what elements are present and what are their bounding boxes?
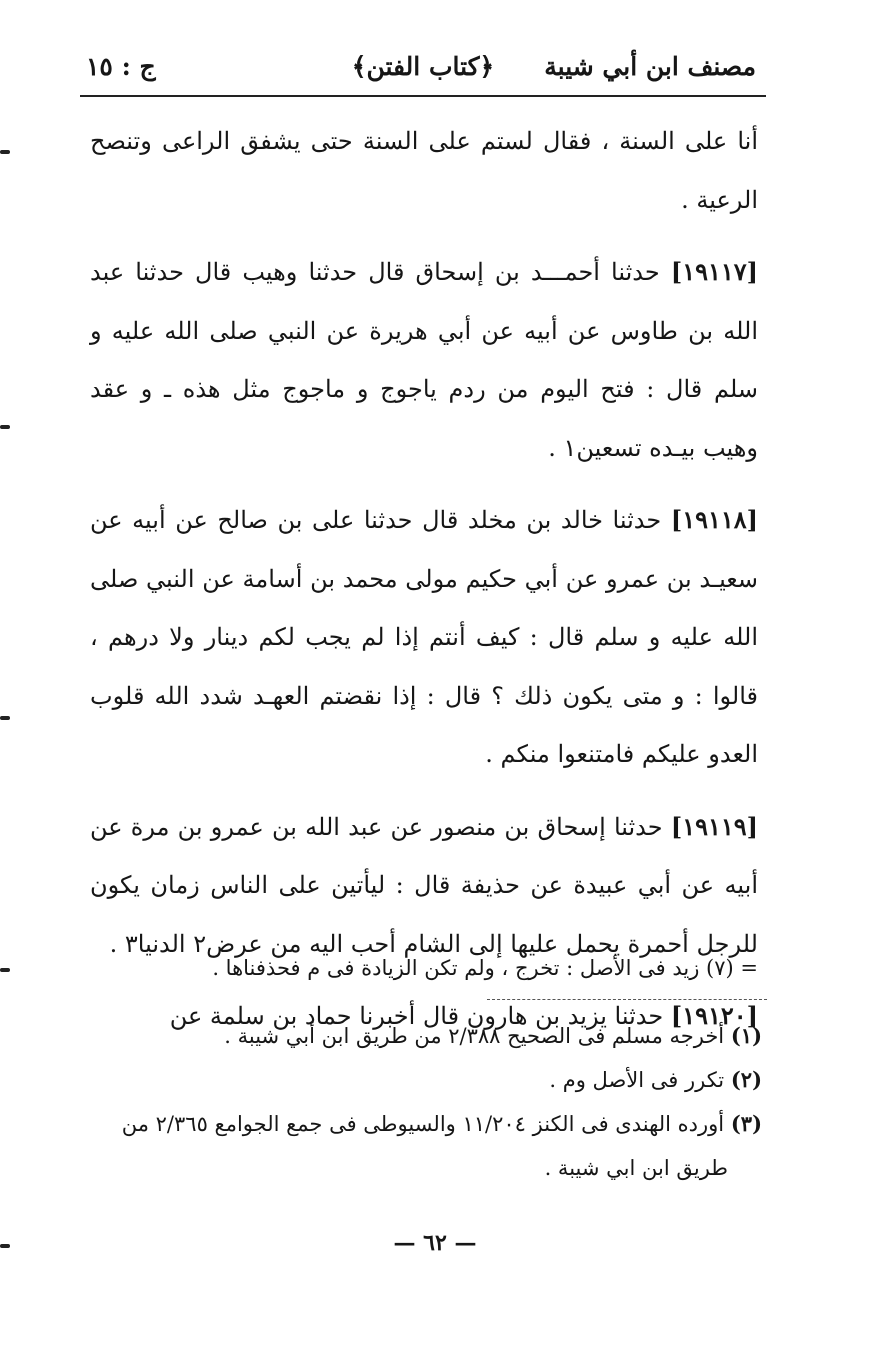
hadith-number: [١٩١١٨]	[670, 505, 758, 534]
binding-mark	[0, 425, 10, 429]
hadith-text: حدثنا أحمـــد بن إسحاق قال حدثنا وهيب قال حدثنا عبد الله بن طاوس عن أبيه عن أبي هريرة عن النبي صلى الله عليه و سلم قال : فتح اليوم من ردم ياجوج و ماجوج مثل هذه ـ و عقد وهيب بيـده تسعين١ .	[90, 258, 758, 462]
binding-mark	[0, 150, 10, 154]
footnotes	[96, 1014, 762, 1190]
hadith-number: [١٩١٢٠]	[670, 1001, 758, 1030]
footnote-continuation: طريق ابن ابي شيبة .	[544, 1156, 728, 1180]
hadith-number: [١٩١١٩]	[670, 811, 758, 841]
footnote-text: أخرجه مسلم فى الصحيح ٢/٣٨٨ من طريق ابن أبي شيبة .	[224, 1024, 725, 1048]
footnote	[96, 1058, 762, 1102]
binding-mark	[0, 968, 10, 972]
footnote	[96, 1102, 762, 1190]
hadith-number: [١٩١١٧]	[670, 257, 758, 286]
chapter-title: ﴿كتاب الفتن﴾	[351, 52, 495, 81]
hadith-paragraph	[90, 243, 758, 477]
running-header	[80, 44, 766, 90]
footnote-text: أورده الهندى فى الكنز ١١/٢٠٤ والسيوطى فى جمع الجوامع ٢/٣٦٥ من	[121, 1112, 725, 1136]
hadith-paragraph	[90, 491, 758, 784]
main-text	[90, 112, 758, 1060]
volume-number: ج : ١٥	[86, 52, 156, 81]
page-number: — ٦٢ —	[393, 1230, 477, 1256]
binding-mark	[0, 1244, 10, 1248]
footnote-marker: (٢)	[730, 1067, 762, 1092]
hadith-text: حدثنا يزيد بن هارون قال أخبرنا حماد بن سلمة عن	[169, 1002, 664, 1030]
footnote-marker: (٣)	[730, 1111, 762, 1136]
intro-paragraph: أنا على السنة ، فقال لستم على السنة حتى يشفق الراعى وتنصح الرعية .	[90, 127, 758, 214]
hadith-text: حدثنا إسحاق بن منصور عن عبد الله بن عمرو بن مرة عن أبيه عن أبي عبيدة عن حذيفة قال : ليأتين على الناس زمان يكون للرجل أحمرة يحمل عليها إلى الشام أحب اليه من عرض٢ الدنيا٣ .	[90, 812, 758, 958]
footnote-text: تكرر فى الأصل وم .	[549, 1068, 725, 1092]
footnote	[96, 1014, 762, 1058]
hadith-text: حدثنا خالد بن مخلد قال حدثنا على بن صالح عن أبيه عن سعيـد بن عمرو عن أبي حكيم مولى محمد بن أسامة عن النبي صلى الله عليه و سلم قال : كيف أنتم إذا لم يجب لكم دينار ولا درهم ، قالوا : و متى يكون ذلك ؟ قال : إذا نقضتم العهـد شدد الله قلوب العدو عليكم فامتنعوا منكم .	[90, 506, 758, 768]
footnote-divider	[487, 999, 767, 1000]
binding-mark	[0, 716, 10, 720]
header-rule	[80, 95, 766, 97]
continued-footnote: = (٧) زيد فى الأصل : تخرج ، ولم تكن الزيادة فى م فحذفناها .	[212, 956, 758, 980]
footnote-marker: (١)	[730, 1023, 762, 1048]
book-title: مصنف ابن أبي شيبة	[544, 52, 756, 81]
